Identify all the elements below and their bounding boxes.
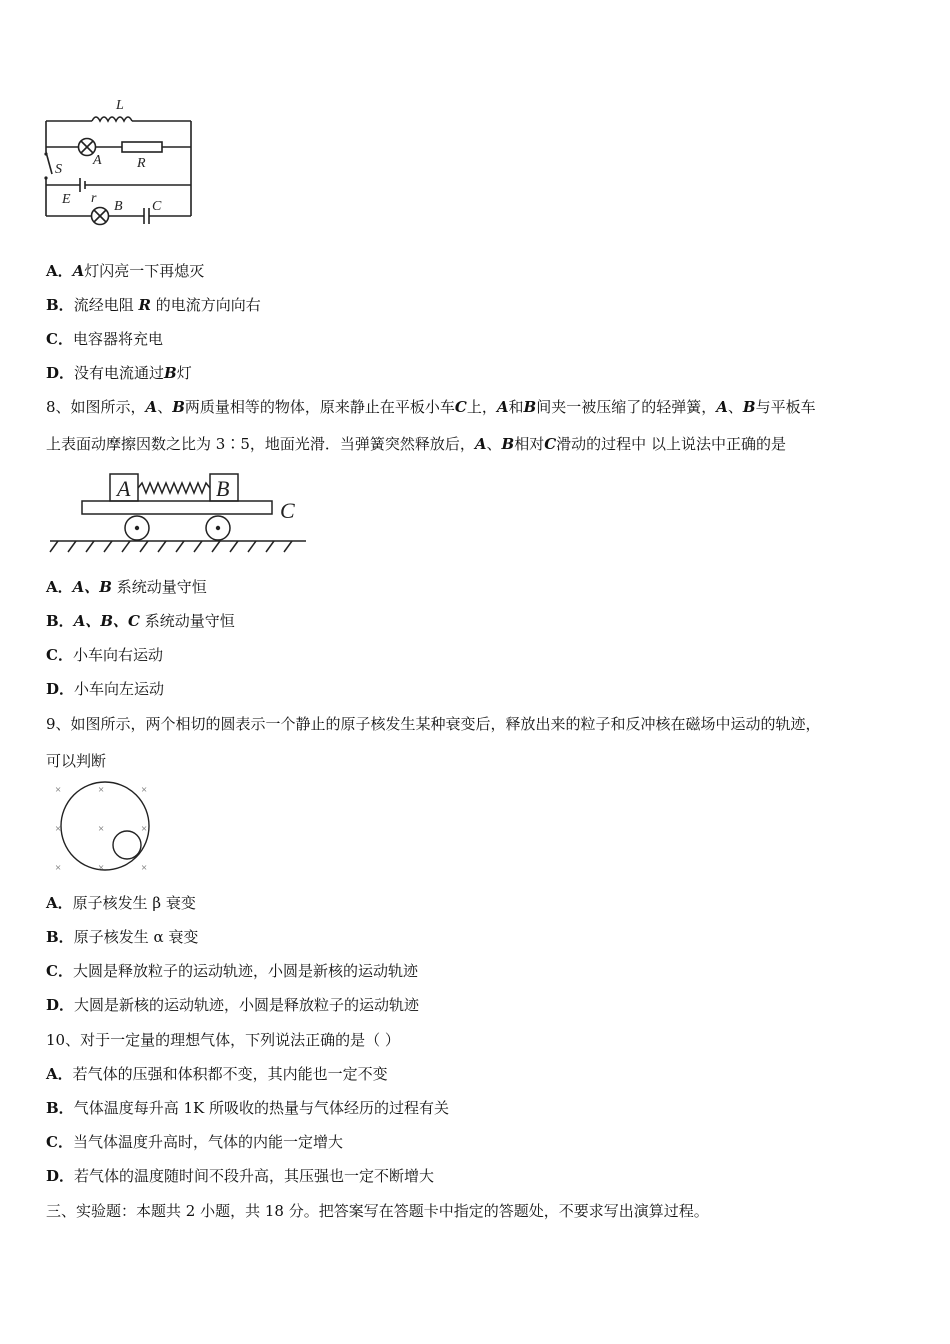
- option-letter: A．: [46, 262, 73, 280]
- q8-stem-line2: [46, 434, 786, 454]
- label-E: E: [62, 192, 71, 207]
- option-text: 若气体的压强和体积都不变，其内能也一定不变: [72, 1065, 388, 1083]
- option-letter: D．: [46, 996, 75, 1014]
- sep: 、: [727, 398, 743, 416]
- option-var: B: [164, 364, 177, 382]
- q9-option-c[interactable]: [46, 961, 418, 981]
- option-letter: C．: [46, 1133, 73, 1151]
- q10-option-b[interactable]: [46, 1098, 449, 1118]
- cross-mark: ×: [55, 784, 62, 796]
- option-letter: D．: [46, 680, 75, 698]
- cross-mark: ×: [98, 823, 105, 835]
- label-B: B: [114, 199, 123, 214]
- q9-stem-line1: 9、如图所示，两个相切的圆表示一个静止的原子核发生某种衰变后，释放出来的粒子和反冲核在磁场中运动的轨迹，: [46, 715, 821, 733]
- q10-option-d[interactable]: [46, 1166, 434, 1186]
- label-A: A: [93, 153, 102, 168]
- option-letter: B．: [46, 612, 74, 630]
- option-letter: C．: [46, 330, 73, 348]
- q9-option-b[interactable]: [46, 927, 198, 947]
- label-R: R: [137, 156, 146, 171]
- var-a: A: [474, 435, 487, 453]
- text: 上表面动摩擦因数之比为 3∶5，地面光滑．当弹簧突然释放后，: [46, 435, 475, 453]
- q7-option-d[interactable]: [46, 363, 192, 383]
- option-letter: D．: [46, 364, 75, 382]
- option-text: 当气体温度升高时，气体的内能一定增大: [72, 1133, 343, 1151]
- option-letter: B．: [46, 928, 74, 946]
- orbit-figure: [50, 780, 160, 875]
- text: 两质量相等的物体，原来静止在平板小车: [184, 398, 455, 416]
- option-text: 灯: [176, 364, 192, 382]
- q7-option-a[interactable]: [46, 261, 204, 281]
- text: 滑动的过程中 以上说法中正确的是: [556, 435, 786, 453]
- var-b: B: [172, 398, 185, 416]
- option-letter: C．: [46, 646, 73, 664]
- option-vars: A、B: [72, 578, 112, 596]
- option-text: 若气体的温度随时间不段升高，其压强也一定不断增大: [74, 1167, 435, 1185]
- label-L: L: [116, 98, 124, 113]
- option-text: 灯闪亮一下再熄灭: [84, 262, 205, 280]
- q7-option-b[interactable]: [46, 295, 261, 315]
- section-heading: 三、实验题：本题共 2 小题，共 18 分。把答案写在答题卡中指定的答题处，不要求写出演算过程。: [46, 1202, 709, 1220]
- q8-option-b[interactable]: [46, 611, 235, 631]
- var-b: B: [523, 398, 537, 416]
- option-pre: 流经电阻: [73, 296, 134, 314]
- cross-mark: ×: [98, 862, 105, 874]
- text: 与平板车: [755, 398, 816, 416]
- cross-mark: ×: [55, 823, 62, 835]
- text: 间夹一被压缩了的轻弹簧，: [536, 398, 717, 416]
- sep: 、: [486, 435, 502, 453]
- var-c: C: [454, 398, 467, 416]
- option-letter: A．: [46, 1065, 73, 1083]
- option-text: 原子核发生 β 衰变: [72, 894, 196, 912]
- option-var: A: [72, 262, 85, 280]
- q7-option-c[interactable]: [46, 329, 163, 349]
- label-S: S: [55, 162, 62, 177]
- option-text: 系统动量守恒: [144, 612, 235, 630]
- q8-number: 8、如图所示，: [46, 398, 146, 416]
- option-letter: D．: [46, 1167, 75, 1185]
- q8-option-d[interactable]: [46, 679, 164, 699]
- option-text: 系统动量守恒: [116, 578, 207, 596]
- cross-mark: ×: [98, 784, 105, 796]
- block-b-label: B: [216, 476, 230, 501]
- option-text: 的电流方向向右: [155, 296, 261, 314]
- cross-mark: ×: [141, 784, 148, 796]
- option-text: 大圆是释放粒子的运动轨迹，小圆是新核的运动轨迹: [72, 962, 418, 980]
- option-text: 小车向左运动: [74, 680, 165, 698]
- text: 相对: [514, 435, 545, 453]
- label-r: r: [91, 191, 97, 206]
- q10-option-c[interactable]: [46, 1132, 343, 1152]
- cart-figure: [44, 466, 309, 558]
- q10-option-a[interactable]: [46, 1064, 388, 1084]
- q9-stem-line2: 可以判断: [46, 752, 107, 770]
- q8-stem-line1: [46, 397, 816, 417]
- option-text: 小车向右运动: [72, 646, 163, 664]
- var-a: A: [716, 398, 728, 416]
- cross-mark: ×: [141, 862, 148, 874]
- sep: 、: [157, 398, 173, 416]
- var-c: C: [544, 435, 557, 453]
- option-var: R: [138, 296, 151, 314]
- q9-option-d[interactable]: [46, 995, 419, 1015]
- q8-option-c[interactable]: [46, 645, 163, 665]
- option-text: 气体温度每升高 1K 所吸收的热量与气体经历的过程有关: [73, 1099, 449, 1117]
- q8-option-a[interactable]: [46, 577, 207, 597]
- option-letter: A．: [46, 578, 73, 596]
- var-a: A: [496, 398, 509, 416]
- q9-option-a[interactable]: [46, 893, 196, 913]
- var-a: A: [145, 398, 158, 416]
- circuit-figure: [40, 92, 210, 227]
- text: 上，: [466, 398, 497, 416]
- label-C: C: [152, 199, 162, 214]
- q10-stem: 10、对于一定量的理想气体，下列说法正确的是（ ）: [46, 1031, 400, 1049]
- option-text: 原子核发生 α 衰变: [73, 928, 199, 946]
- option-letter: B．: [46, 1099, 74, 1117]
- var-b: B: [501, 435, 515, 453]
- block-a-label: A: [117, 476, 131, 501]
- option-letter: C．: [46, 962, 73, 980]
- option-text: 大圆是新核的运动轨迹，小圆是释放粒子的运动轨迹: [74, 996, 420, 1014]
- option-letter: A．: [46, 894, 73, 912]
- option-text: 电容器将充电: [72, 330, 163, 348]
- cross-mark: ×: [55, 862, 62, 874]
- text: 和: [508, 398, 524, 416]
- option-pre: 没有电流通过: [74, 364, 165, 382]
- option-vars: A、B、C: [73, 612, 140, 630]
- cart-c-label: C: [280, 498, 295, 523]
- option-letter: B．: [46, 296, 74, 314]
- var-b: B: [742, 398, 756, 416]
- cross-mark: ×: [141, 823, 148, 835]
